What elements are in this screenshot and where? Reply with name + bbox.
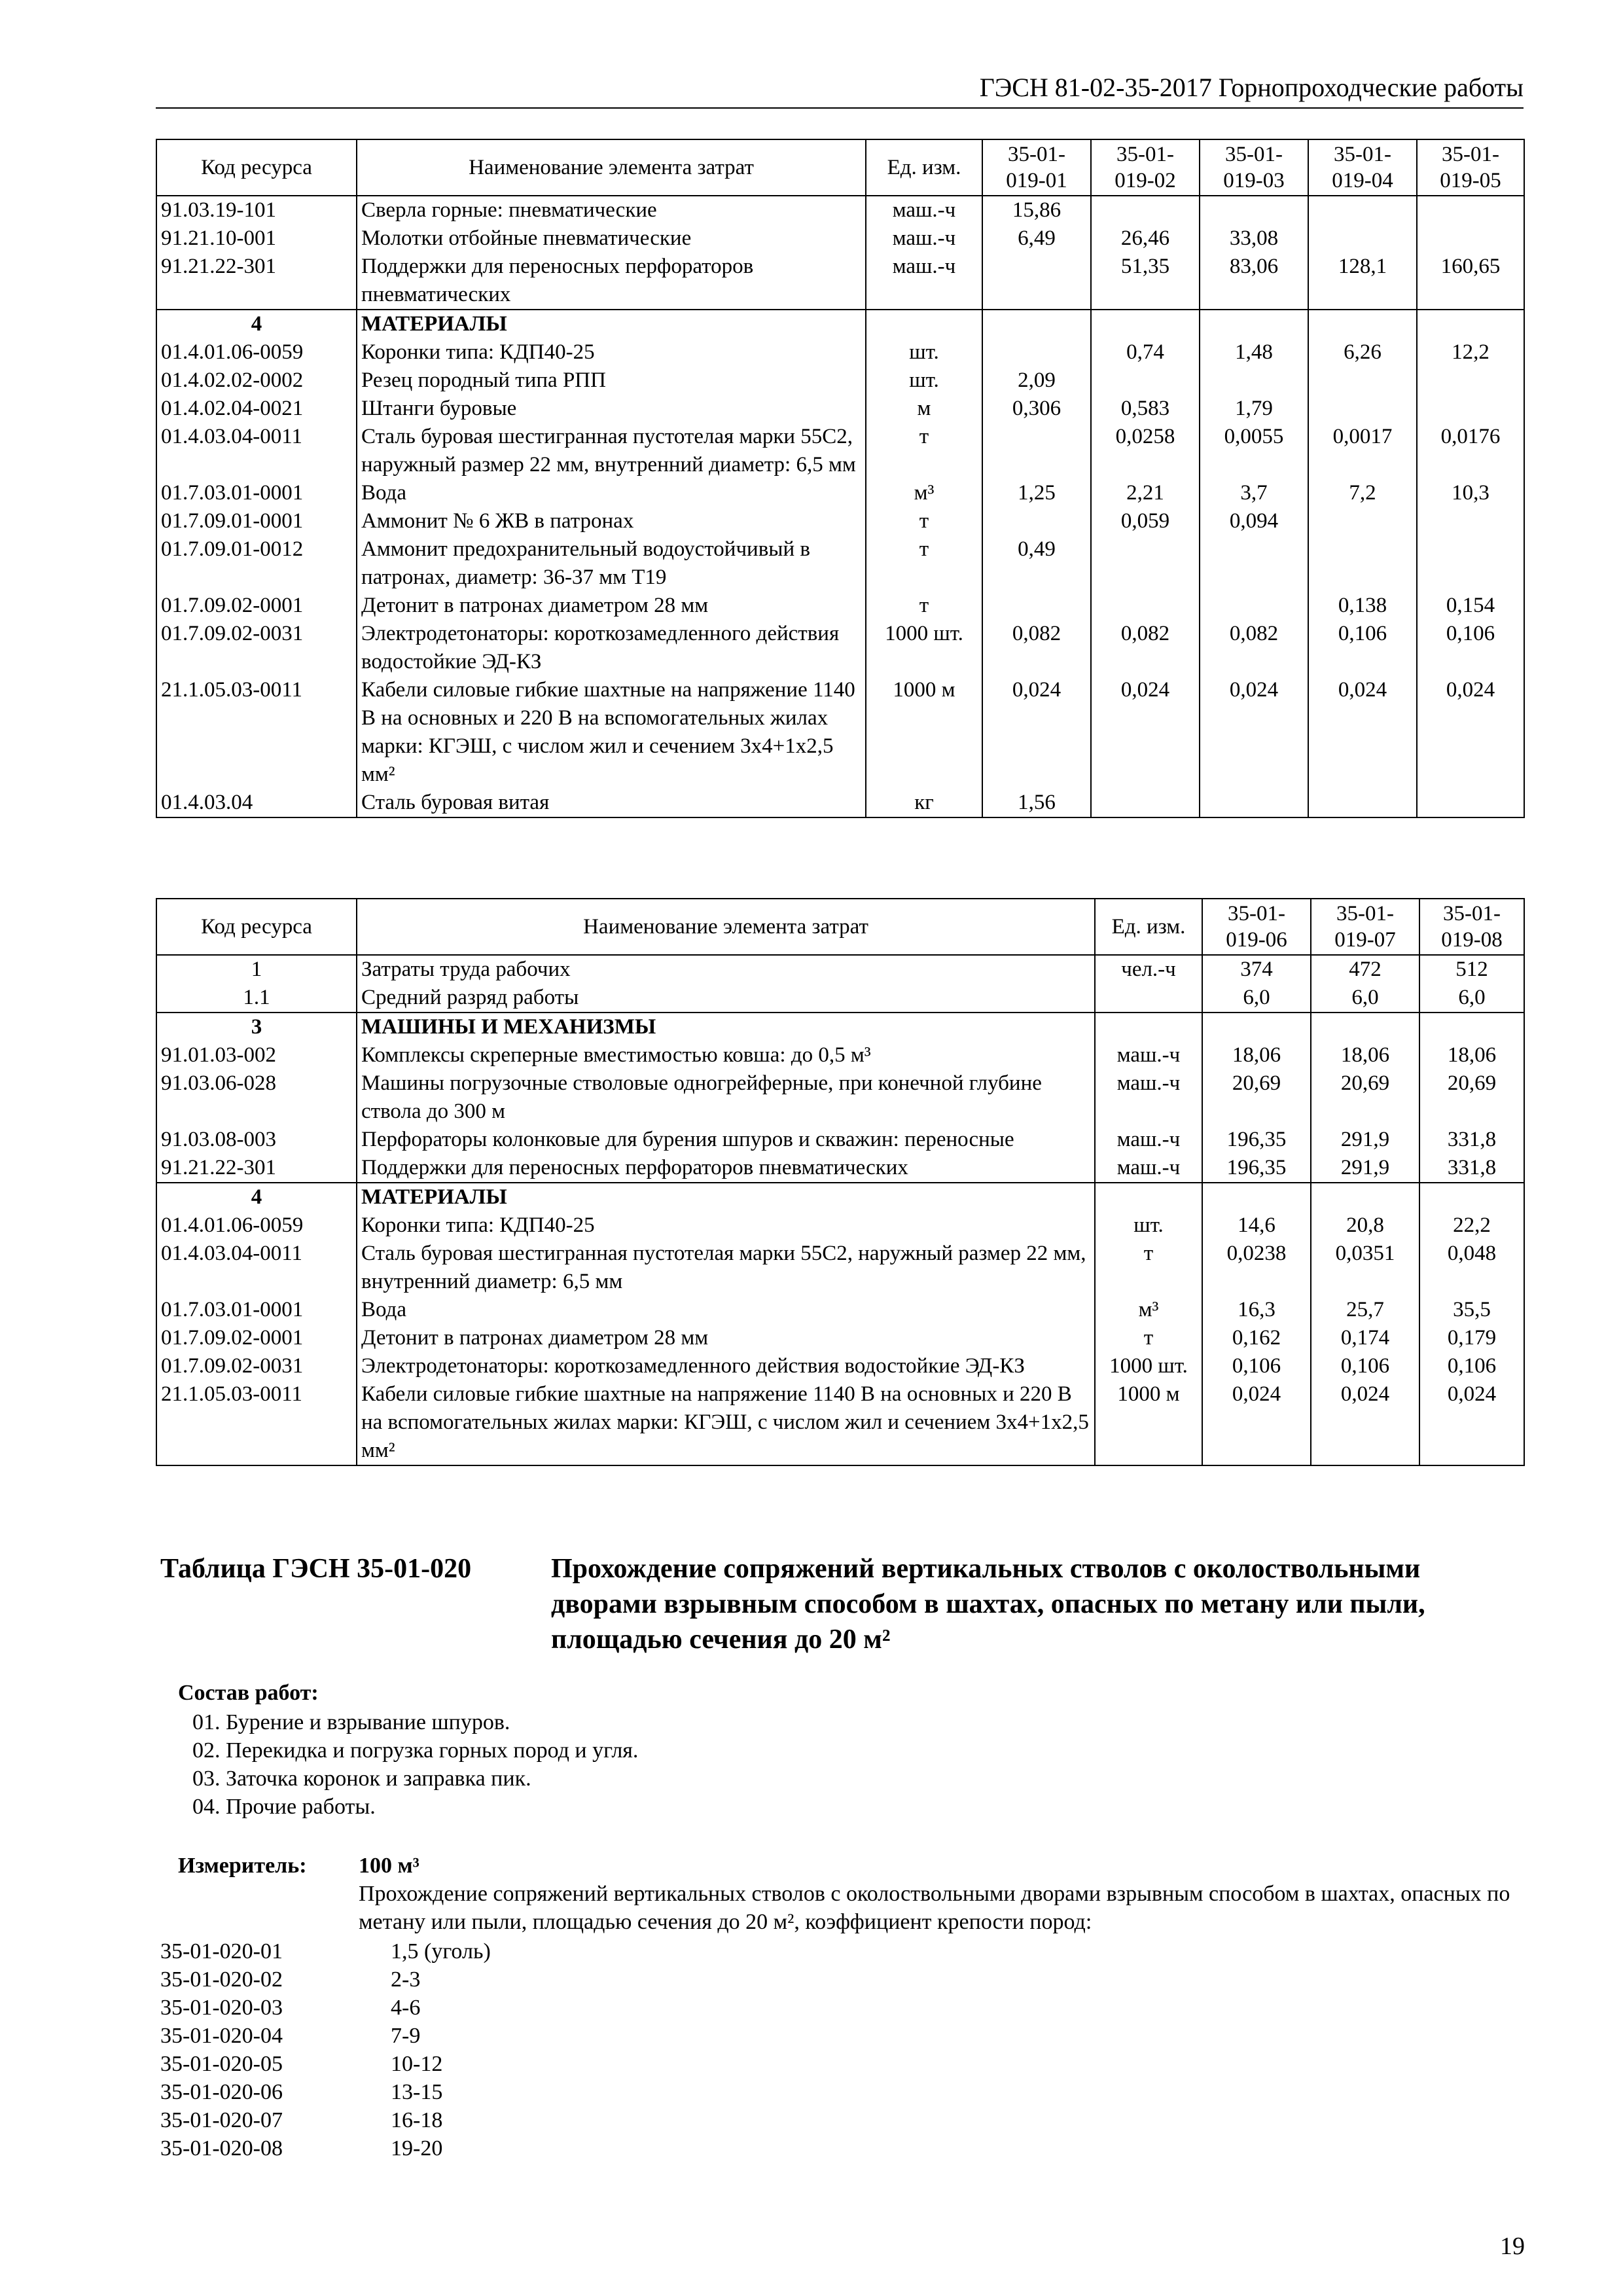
value-cell	[1308, 507, 1417, 535]
value-cell	[1200, 196, 1308, 224]
table-row	[156, 1211, 1524, 1240]
column-header: 35-01- 019-01	[982, 139, 1091, 196]
value-cell: 2,09	[982, 367, 1091, 395]
code-id: 35-01-020-02	[160, 1967, 283, 1992]
unit-cell: шт.	[866, 367, 982, 395]
value-cell: 18,06	[1419, 1041, 1524, 1069]
column-header: 35-01- 019-05	[1417, 139, 1524, 196]
unit-cell: шт.	[1095, 1211, 1202, 1240]
column-header: 35-01- 019-07	[1311, 899, 1419, 955]
unit-cell	[1095, 1013, 1202, 1041]
value-cell: 196,35	[1202, 1126, 1311, 1154]
value-cell	[1200, 310, 1308, 338]
table-row	[156, 592, 1524, 620]
code-value: 16-18	[391, 2108, 443, 2132]
resource-name-cell: Сталь буровая шестигранная пустотелая марки 55С2, наружный размер 22 мм, внутренний диаметр: 6,5 мм	[357, 423, 866, 479]
composition-item: 03. Заточка коронок и заправка пик.	[192, 1767, 531, 1791]
value-cell: 0,174	[1311, 1324, 1419, 1352]
composition-list	[192, 1708, 638, 1821]
code-id: 35-01-020-01	[160, 1939, 283, 1964]
unit-cell: м³	[1095, 1296, 1202, 1324]
resource-code-cell: 01.7.09.02-0001	[156, 1324, 357, 1352]
table-row	[156, 1240, 1524, 1296]
resource-code-cell: 01.7.09.01-0012	[156, 535, 357, 592]
table-row	[156, 620, 1524, 676]
code-value: 2-3	[391, 1967, 421, 1992]
value-cell	[1311, 1183, 1419, 1211]
value-cell	[1308, 196, 1417, 224]
resource-code-cell: 01.7.09.01-0001	[156, 507, 357, 535]
value-cell: 0,106	[1308, 620, 1417, 676]
value-cell	[982, 423, 1091, 479]
code-id: 35-01-020-04	[160, 2024, 283, 2048]
value-cell: 25,7	[1311, 1296, 1419, 1324]
resource-code-cell: 01.4.02.02-0002	[156, 367, 357, 395]
value-cell	[1091, 789, 1200, 817]
resource-name-cell: Кабели силовые гибкие шахтные на напряжение 1140 В на основных и 220 В на вспомогательных жилах марки: КГЭШ, с числом жил и сечением 3х4+1х2,5 мм²	[357, 676, 866, 789]
resource-code-cell: 01.4.03.04-0011	[156, 423, 357, 479]
resource-code-cell: 4	[156, 1183, 357, 1211]
code-row	[160, 2022, 491, 2050]
value-cell: 0,0351	[1311, 1240, 1419, 1296]
resource-code-cell: 21.1.05.03-0011	[156, 676, 357, 789]
resource-name-cell: Резец породный типа РПП	[357, 367, 866, 395]
table-row	[156, 1154, 1524, 1183]
value-cell	[982, 592, 1091, 620]
resource-code-cell: 91.01.03-002	[156, 1041, 357, 1069]
resource-name-cell: Электродетонаторы: короткозамедленного действия водостойкие ЭД-КЗ	[357, 620, 866, 676]
column-header: 35-01- 019-03	[1200, 139, 1308, 196]
value-cell: 1,25	[982, 479, 1091, 507]
value-cell: 16,3	[1202, 1296, 1311, 1324]
code-id: 35-01-020-07	[160, 2108, 283, 2132]
resource-name-cell: Коронки типа: КДП40-25	[357, 1211, 1095, 1240]
resource-code-cell: 91.21.22-301	[156, 1154, 357, 1183]
value-cell	[1308, 310, 1417, 338]
unit-cell: 1000 шт.	[1095, 1352, 1202, 1380]
code-row	[160, 2050, 491, 2078]
value-cell	[1417, 367, 1524, 395]
value-cell: 18,06	[1202, 1041, 1311, 1069]
unit-cell: маш.-ч	[1095, 1126, 1202, 1154]
resource-name-cell: Штанги буровые	[357, 395, 866, 423]
resource-name-cell: МАШИНЫ И МЕХАНИЗМЫ	[357, 1013, 1095, 1041]
resource-name-cell: Кабели силовые гибкие шахтные на напряжение 1140 В на основных и 220 В на вспомогательных жилах марки: КГЭШ, с числом жил и сечением 3х4+1х2,5 мм²	[357, 1380, 1095, 1465]
composition-item: 04. Прочие работы.	[192, 1795, 376, 1819]
column-header: Ед. изм.	[866, 139, 982, 196]
resource-table-019-01-05	[156, 139, 1525, 818]
unit-cell: т	[1095, 1240, 1202, 1296]
value-cell	[1200, 789, 1308, 817]
page-header: ГЭСН 81-02-35-2017 Горнопроходческие работы	[156, 72, 1524, 109]
value-cell: 0,106	[1311, 1352, 1419, 1380]
resource-name-cell: Сталь буровая шестигранная пустотелая марки 55С2, наружный размер 22 мм, внутренний диаметр: 6,5 мм	[357, 1240, 1095, 1296]
code-value: 19-20	[391, 2136, 443, 2161]
value-cell	[1419, 1013, 1524, 1041]
resource-code-cell: 3	[156, 1013, 357, 1041]
table-row	[156, 338, 1524, 367]
resource-code-cell: 01.7.03.01-0001	[156, 479, 357, 507]
resource-code-cell: 91.03.19-101	[156, 196, 357, 224]
code-value: 13-15	[391, 2080, 443, 2104]
value-cell	[982, 338, 1091, 367]
table-row	[156, 955, 1524, 984]
value-cell: 331,8	[1419, 1126, 1524, 1154]
unit-cell: маш.-ч	[1095, 1041, 1202, 1069]
resource-code-cell: 01.4.02.04-0021	[156, 395, 357, 423]
value-cell: 6,0	[1311, 984, 1419, 1013]
resource-name-cell: Детонит в патронах диаметром 28 мм	[357, 1324, 1095, 1352]
code-row	[160, 1994, 491, 2022]
value-cell	[1091, 367, 1200, 395]
table-row	[156, 535, 1524, 592]
column-header: Наименование элемента затрат	[357, 139, 866, 196]
resource-code-cell: 01.4.03.04	[156, 789, 357, 817]
value-cell	[1308, 535, 1417, 592]
value-cell: 291,9	[1311, 1126, 1419, 1154]
value-cell: 0,024	[1200, 676, 1308, 789]
value-cell	[1200, 592, 1308, 620]
page-number: 19	[1500, 2233, 1525, 2260]
value-cell: 6,0	[1419, 984, 1524, 1013]
resource-name-cell: Электродетонаторы: короткозамедленного действия водостойкие ЭД-КЗ	[357, 1352, 1095, 1380]
table-row	[156, 1296, 1524, 1324]
value-cell: 0,024	[1419, 1380, 1524, 1465]
resource-code-cell: 1.1	[156, 984, 357, 1013]
table-caption-id: Таблица ГЭСН 35-01-020	[160, 1554, 472, 1584]
value-cell: 0,0055	[1200, 423, 1308, 479]
value-cell: 0,0176	[1417, 423, 1524, 479]
table-row	[156, 310, 1524, 338]
unit-cell: маш.-ч	[866, 196, 982, 224]
value-cell: 18,06	[1311, 1041, 1419, 1069]
resource-code-cell: 01.7.09.02-0031	[156, 620, 357, 676]
column-header: Ед. изм.	[1095, 899, 1202, 955]
resource-name-cell: Сталь буровая витая	[357, 789, 866, 817]
value-cell: 0,082	[1091, 620, 1200, 676]
value-cell	[1200, 535, 1308, 592]
unit-cell	[866, 310, 982, 338]
code-value: 1,5 (уголь)	[391, 1939, 491, 1964]
column-header: 35-01- 019-08	[1419, 899, 1524, 955]
value-cell: 15,86	[982, 196, 1091, 224]
table-row	[156, 253, 1524, 310]
composition-heading: Состав работ:	[178, 1681, 319, 1705]
resource-code-cell: 01.4.01.06-0059	[156, 338, 357, 367]
value-cell: 0,0017	[1308, 423, 1417, 479]
value-cell: 0,138	[1308, 592, 1417, 620]
meter-heading: Измеритель:	[178, 1854, 307, 1878]
value-cell: 1,56	[982, 789, 1091, 817]
value-cell: 0,49	[982, 535, 1091, 592]
unit-cell: т	[1095, 1324, 1202, 1352]
column-header: Код ресурса	[156, 899, 357, 955]
column-header: 35-01- 019-04	[1308, 139, 1417, 196]
value-cell	[1417, 535, 1524, 592]
unit-cell: 1000 м	[866, 676, 982, 789]
unit-cell: т	[866, 535, 982, 592]
value-cell: 20,69	[1311, 1069, 1419, 1126]
resource-name-cell: Сверла горные: пневматические	[357, 196, 866, 224]
unit-cell	[1095, 1183, 1202, 1211]
unit-cell: маш.-ч	[1095, 1154, 1202, 1183]
resource-name-cell: Молотки отбойные пневматические	[357, 224, 866, 253]
code-row	[160, 2106, 491, 2134]
table-row	[156, 224, 1524, 253]
value-cell: 3,7	[1200, 479, 1308, 507]
unit-cell: м	[866, 395, 982, 423]
value-cell: 0,082	[1200, 620, 1308, 676]
value-cell: 0,059	[1091, 507, 1200, 535]
value-cell	[1417, 196, 1524, 224]
column-header: Наименование элемента затрат	[357, 899, 1095, 955]
resource-name-cell: Аммонит № 6 ЖВ в патронах	[357, 507, 866, 535]
meter-description: Прохождение сопряжений вертикальных стволов с околоствольными дворами взрывным способом в шахтах, опасных по метану или пыли, площадью сечения до 20 м², коэффициент крепости пород:	[359, 1882, 1510, 1934]
value-cell: 0,0238	[1202, 1240, 1311, 1296]
resource-name-cell: Машины погрузочные стволовые одногрейферные, при конечной глубине ствола до 300 м	[357, 1069, 1095, 1126]
value-cell	[1419, 1183, 1524, 1211]
value-cell: 512	[1419, 955, 1524, 984]
table-row	[156, 1324, 1524, 1352]
code-row	[160, 2134, 491, 2162]
resource-name-cell: Поддержки для переносных перфораторов пневматических	[357, 253, 866, 310]
resource-code-cell: 01.4.01.06-0059	[156, 1211, 357, 1240]
value-cell	[1202, 1013, 1311, 1041]
value-cell: 20,69	[1419, 1069, 1524, 1126]
table-row	[156, 423, 1524, 479]
resource-code-cell: 91.21.22-301	[156, 253, 357, 310]
resource-name-cell: Затраты труда рабочих	[357, 955, 1095, 984]
value-cell: 2,21	[1091, 479, 1200, 507]
value-cell: 6,26	[1308, 338, 1417, 367]
unit-cell: маш.-ч	[866, 253, 982, 310]
value-cell: 0,162	[1202, 1324, 1311, 1352]
value-cell: 0,306	[982, 395, 1091, 423]
unit-cell: шт.	[866, 338, 982, 367]
code-list	[160, 1937, 491, 2162]
resource-code-cell: 01.7.03.01-0001	[156, 1296, 357, 1324]
code-row	[160, 1937, 491, 1965]
value-cell: 0,106	[1202, 1352, 1311, 1380]
table-row	[156, 1380, 1524, 1465]
resource-table-019-06-08	[156, 898, 1525, 1466]
value-cell	[1091, 196, 1200, 224]
value-cell: 6,0	[1202, 984, 1311, 1013]
code-value: 4-6	[391, 1996, 421, 2020]
value-cell	[1308, 789, 1417, 817]
value-cell: 0,154	[1417, 592, 1524, 620]
value-cell	[982, 507, 1091, 535]
table-header-row	[156, 139, 1524, 196]
resource-name-cell: МАТЕРИАЛЫ	[357, 310, 866, 338]
value-cell	[1091, 535, 1200, 592]
resource-code-cell: 21.1.05.03-0011	[156, 1380, 357, 1465]
value-cell	[1091, 310, 1200, 338]
value-cell: 0,024	[1091, 676, 1200, 789]
value-cell: 374	[1202, 955, 1311, 984]
value-cell: 1,79	[1200, 395, 1308, 423]
code-value: 7-9	[391, 2024, 421, 2048]
table-row	[156, 507, 1524, 535]
value-cell: 7,2	[1308, 479, 1417, 507]
value-cell	[1308, 224, 1417, 253]
table-row	[156, 395, 1524, 423]
value-cell: 196,35	[1202, 1154, 1311, 1183]
resource-code-cell: 01.4.03.04-0011	[156, 1240, 357, 1296]
resource-code-cell: 01.7.09.02-0031	[156, 1352, 357, 1380]
resource-name-cell: МАТЕРИАЛЫ	[357, 1183, 1095, 1211]
value-cell: 0,024	[1308, 676, 1417, 789]
value-cell	[982, 253, 1091, 310]
unit-cell: 1000 шт.	[866, 620, 982, 676]
value-cell: 83,06	[1200, 253, 1308, 310]
value-cell: 0,024	[1417, 676, 1524, 789]
value-cell: 33,08	[1200, 224, 1308, 253]
meter-unit: 100 м³	[359, 1854, 419, 1878]
table-row	[156, 196, 1524, 224]
resource-name-cell: Поддержки для переносных перфораторов пневматических	[357, 1154, 1095, 1183]
code-value: 10-12	[391, 2052, 443, 2076]
value-cell: 331,8	[1419, 1154, 1524, 1183]
column-header: Код ресурса	[156, 139, 357, 196]
value-cell: 14,6	[1202, 1211, 1311, 1240]
table-row	[156, 479, 1524, 507]
value-cell: 0,024	[1311, 1380, 1419, 1465]
code-id: 35-01-020-08	[160, 2136, 283, 2161]
unit-cell: маш.-ч	[1095, 1069, 1202, 1126]
value-cell	[1417, 224, 1524, 253]
value-cell: 22,2	[1419, 1211, 1524, 1240]
resource-name-cell: Средний разряд работы	[357, 984, 1095, 1013]
value-cell	[1091, 592, 1200, 620]
value-cell	[1417, 395, 1524, 423]
value-cell: 6,49	[982, 224, 1091, 253]
value-cell: 20,8	[1311, 1211, 1419, 1240]
resource-name-cell: Коронки типа: КДП40-25	[357, 338, 866, 367]
unit-cell: кг	[866, 789, 982, 817]
table-row	[156, 1183, 1524, 1211]
code-id: 35-01-020-06	[160, 2080, 283, 2104]
value-cell: 26,46	[1091, 224, 1200, 253]
value-cell: 10,3	[1417, 479, 1524, 507]
value-cell: 0,024	[982, 676, 1091, 789]
value-cell: 0,024	[1202, 1380, 1311, 1465]
value-cell: 472	[1311, 955, 1419, 984]
value-cell: 291,9	[1311, 1154, 1419, 1183]
value-cell: 128,1	[1308, 253, 1417, 310]
resource-code-cell: 4	[156, 310, 357, 338]
resource-code-cell: 91.03.08-003	[156, 1126, 357, 1154]
code-row	[160, 2078, 491, 2106]
value-cell: 1,48	[1200, 338, 1308, 367]
value-cell: 0,094	[1200, 507, 1308, 535]
column-header: 35-01- 019-02	[1091, 139, 1200, 196]
table-row	[156, 1352, 1524, 1380]
value-cell: 0,106	[1419, 1352, 1524, 1380]
table-row	[156, 676, 1524, 789]
value-cell	[982, 310, 1091, 338]
value-cell	[1308, 367, 1417, 395]
composition-item: 01. Бурение и взрывание шпуров.	[192, 1710, 510, 1734]
value-cell: 51,35	[1091, 253, 1200, 310]
unit-cell: т	[866, 592, 982, 620]
value-cell: 160,65	[1417, 253, 1524, 310]
value-cell	[1417, 789, 1524, 817]
resource-code-cell: 1	[156, 955, 357, 984]
resource-name-cell: Комплексы скреперные вместимостью ковша: до 0,5 м³	[357, 1041, 1095, 1069]
value-cell	[1202, 1183, 1311, 1211]
value-cell: 0,082	[982, 620, 1091, 676]
value-cell	[1200, 367, 1308, 395]
resource-code-cell: 91.03.06-028	[156, 1069, 357, 1126]
value-cell: 0,0258	[1091, 423, 1200, 479]
resource-name-cell: Перфораторы колонковые для бурения шпуров и скважин: переносные	[357, 1126, 1095, 1154]
table-header-row	[156, 899, 1524, 955]
table-row	[156, 1041, 1524, 1069]
resource-name-cell: Вода	[357, 1296, 1095, 1324]
value-cell: 12,2	[1417, 338, 1524, 367]
value-cell: 0,048	[1419, 1240, 1524, 1296]
value-cell: 0,179	[1419, 1324, 1524, 1352]
unit-cell	[1095, 984, 1202, 1013]
table-row	[156, 1126, 1524, 1154]
value-cell: 0,106	[1417, 620, 1524, 676]
value-cell: 0,583	[1091, 395, 1200, 423]
composition-item: 02. Перекидка и погрузка горных пород и угля.	[192, 1738, 639, 1763]
value-cell	[1417, 507, 1524, 535]
code-id: 35-01-020-03	[160, 1996, 283, 2020]
table-caption-title: Прохождение сопряжений вертикальных стволов с околоствольными дворами взрывным способом в шахтах, опасных по метану или пыли, площадью сечения до 20 м²	[551, 1554, 1425, 1655]
value-cell	[1308, 395, 1417, 423]
value-cell: 35,5	[1419, 1296, 1524, 1324]
value-cell: 0,74	[1091, 338, 1200, 367]
code-id: 35-01-020-05	[160, 2052, 283, 2076]
resource-code-cell: 91.21.10-001	[156, 224, 357, 253]
resource-name-cell: Детонит в патронах диаметром 28 мм	[357, 592, 866, 620]
value-cell	[1417, 310, 1524, 338]
unit-cell: т	[866, 507, 982, 535]
unit-cell: чел.-ч	[1095, 955, 1202, 984]
column-header: 35-01- 019-06	[1202, 899, 1311, 955]
unit-cell: т	[866, 423, 982, 479]
value-cell	[1311, 1013, 1419, 1041]
resource-name-cell: Вода	[357, 479, 866, 507]
table-row	[156, 1013, 1524, 1041]
unit-cell: м³	[866, 479, 982, 507]
table-row	[156, 367, 1524, 395]
code-row	[160, 1965, 491, 1994]
unit-cell: 1000 м	[1095, 1380, 1202, 1465]
resource-code-cell: 01.7.09.02-0001	[156, 592, 357, 620]
table-row	[156, 789, 1524, 817]
table-row	[156, 984, 1524, 1013]
table-row	[156, 1069, 1524, 1126]
value-cell: 20,69	[1202, 1069, 1311, 1126]
unit-cell: маш.-ч	[866, 224, 982, 253]
resource-name-cell: Аммонит предохранительный водоустойчивый в патронах, диаметр: 36-37 мм Т19	[357, 535, 866, 592]
